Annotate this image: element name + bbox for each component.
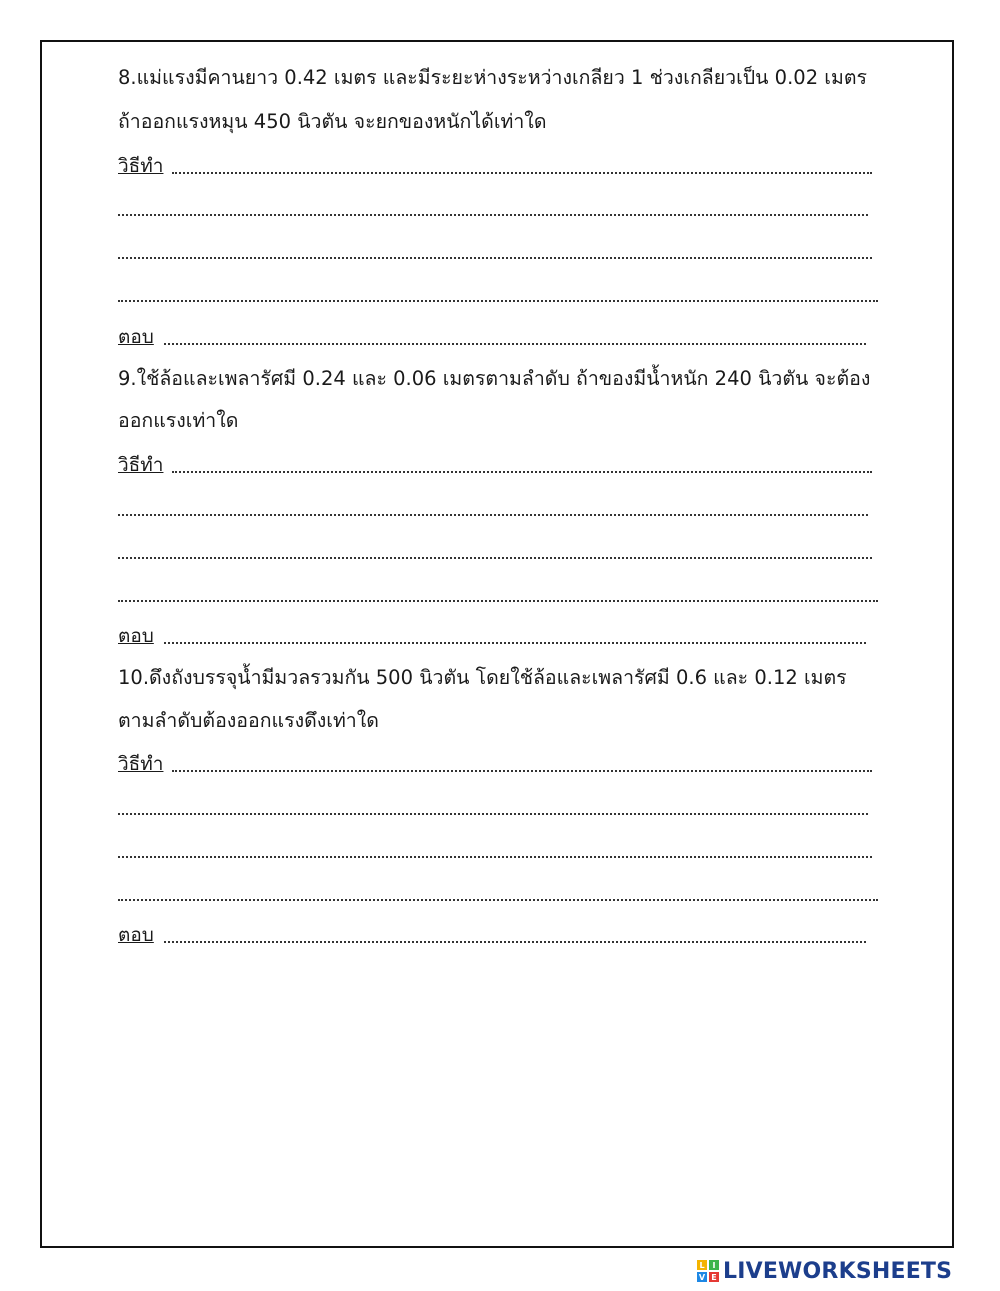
question-10-method-label: วิธีทำ: [118, 753, 164, 775]
question-10-answer-line[interactable]: [164, 941, 866, 943]
logo-block-l: L: [697, 1260, 707, 1270]
question-10-line-1: 10.ดึงถังบรรจุน้ำมีมวลรวมกัน 500 นิวตัน โดยใช้ล้อและเพลารัศมี 0.6 และ 0.12 เมตร: [118, 666, 847, 689]
logo-block-e: E: [709, 1272, 719, 1282]
question-8-method-answer-line[interactable]: [172, 172, 872, 174]
question-9-answer-line[interactable]: [164, 642, 866, 644]
question-10-work-line-1[interactable]: [118, 813, 868, 815]
question-9-work-line-3[interactable]: [118, 600, 878, 602]
question-9-answer-label: ตอบ: [118, 625, 154, 647]
question-8-work-line-2[interactable]: [118, 257, 872, 259]
question-8-method-label: วิธีทำ: [118, 155, 164, 177]
question-8-answer-line[interactable]: [164, 343, 866, 345]
logo-blocks-icon: [697, 1260, 719, 1282]
question-10-work-line-2[interactable]: [118, 856, 872, 858]
question-8-work-line-1[interactable]: [118, 214, 868, 216]
question-8-work-line-3[interactable]: [118, 300, 878, 302]
question-10-method-answer-line[interactable]: [172, 770, 872, 772]
question-9-line-1: 9.ใช้ล้อและเพลารัศมี 0.24 และ 0.06 เมตรตามลำดับ ถ้าของมีน้ำหนัก 240 นิวตัน จะต้อง: [118, 367, 871, 390]
question-9-work-line-1[interactable]: [118, 514, 868, 516]
question-8-line-1: 8.แม่แรงมีคานยาว 0.42 เมตร และมีระยะห่างระหว่างเกลียว 1 ช่วงเกลียวเป็น 0.02 เมตร: [118, 66, 867, 89]
question-10-line-2: ตามลำดับต้องออกแรงดึงเท่าใด: [118, 709, 379, 732]
question-9-method-answer-line[interactable]: [172, 471, 872, 473]
question-8-line-2: ถ้าออกแรงหมุน 450 นิวตัน จะยกของหนักได้เท่าใด: [118, 110, 547, 133]
liveworksheets-logo[interactable]: [697, 1258, 952, 1284]
question-9-work-line-2[interactable]: [118, 557, 872, 559]
logo-block-i: I: [709, 1260, 719, 1270]
question-10-work-line-3[interactable]: [118, 899, 878, 901]
question-10-answer-label: ตอบ: [118, 924, 154, 946]
logo-text: LIVEWORKSHEETS: [723, 1258, 953, 1284]
question-9-method-label: วิธีทำ: [118, 454, 164, 476]
page-border: [40, 40, 954, 1248]
question-8-answer-label: ตอบ: [118, 326, 154, 348]
question-9-line-2: ออกแรงเท่าใด: [118, 409, 239, 432]
logo-block-v: V: [698, 1272, 706, 1282]
